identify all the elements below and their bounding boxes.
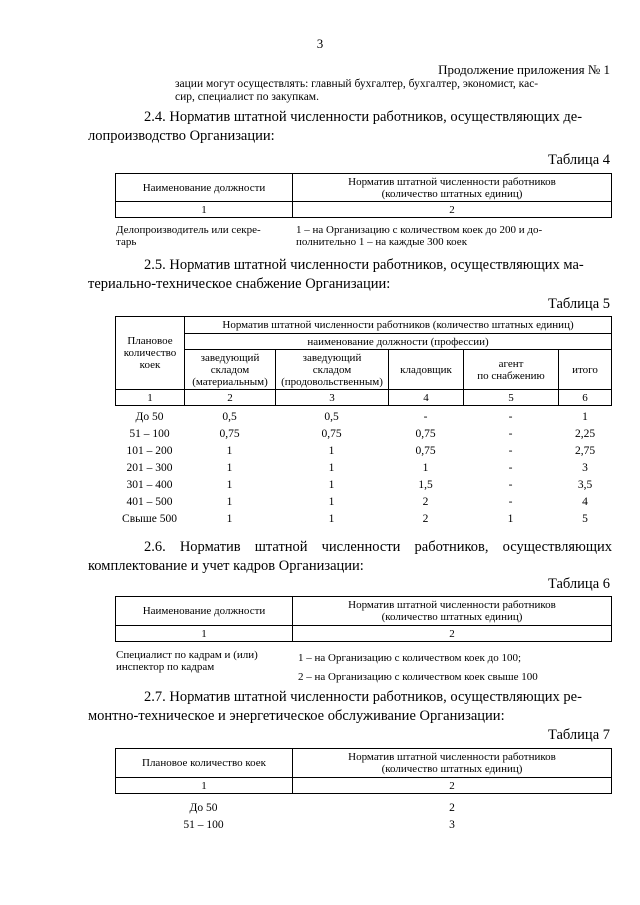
table-4-col2-header-line2: (количество штатных единиц)	[381, 187, 523, 200]
table-7	[115, 748, 612, 794]
table-row	[115, 459, 612, 476]
table-5-rowhead-line1: Плановое	[127, 335, 173, 347]
table-5-cell: 301 – 400	[126, 478, 173, 491]
table-6-col2-header-line1: Норматив штатной численности работников	[348, 599, 556, 611]
table-5-cell: 2,75	[574, 444, 596, 457]
table-7-colnum-2: 2	[293, 778, 612, 794]
section-2-4-heading-line: 2.4. Норматив штатной численности работников, осуществляющих де-	[144, 109, 583, 125]
table-5-colnum-2: 2	[185, 390, 276, 406]
table-5-col2-l2: складом	[210, 363, 250, 376]
table-4-norm-line1: 1 – на Организацию с количеством коек до 200 и до-	[296, 224, 543, 236]
table-5-colnum-3: 3	[276, 390, 389, 406]
table-row	[115, 493, 612, 510]
table-7-col2-header-line1: Норматив штатной численности работников	[348, 751, 556, 763]
table-5-cell: 0,75	[321, 427, 342, 440]
table-5-cell: 1	[226, 461, 233, 474]
table-5-cell: 101 – 200	[126, 444, 173, 457]
table-4-norm-line2: полнительно 1 – на каждые 300 коек	[296, 236, 468, 248]
table-5-col3-header	[276, 350, 389, 390]
table-5-col5-l2: по снабжению	[477, 369, 545, 382]
table-5-cell: 1	[226, 512, 233, 525]
table-5-col5-header	[464, 350, 559, 390]
section-2-7-heading	[88, 688, 612, 726]
table-7-col2-header	[293, 749, 612, 778]
table-4-col2-header-line1: Норматив штатной численности работников	[348, 175, 556, 188]
table-5-cell: 1	[226, 478, 233, 491]
table-5-cell: Свыше 500	[122, 512, 177, 525]
table-5-colnum-1: 1	[116, 390, 185, 406]
continued-text-line-2: сир, специалист по закупкам.	[175, 91, 319, 103]
table-7-col2-header-line2: (количество штатных единиц)	[381, 763, 523, 775]
table-6-position-line1: Специалист по кадрам и (или)	[116, 649, 258, 661]
table-5-cell: 2,25	[574, 427, 596, 440]
table-row	[115, 408, 612, 425]
table-6-colnum-1: 1	[116, 626, 293, 642]
table-5-cell: 0,75	[415, 444, 436, 457]
table-5-label: Таблица 5	[547, 296, 610, 312]
table-5-cell: 0,5	[222, 410, 237, 423]
table-5-col3-l1: заведующий	[302, 351, 362, 364]
table-5-col4-header: кладовщик	[389, 350, 464, 390]
continuation-header: Продолжение приложения № 1	[438, 62, 610, 77]
table-6-colnum-2: 2	[293, 626, 612, 642]
table-5-cell: 4	[582, 495, 588, 508]
table-7-cell: 3	[449, 818, 455, 831]
table-6-label: Таблица 6	[547, 576, 610, 592]
table-5-body	[115, 408, 612, 527]
table-5-cell: -	[508, 444, 513, 457]
table-4-norm	[296, 224, 612, 248]
table-5-cell: 3	[582, 461, 588, 474]
table-5-cell: 1	[226, 444, 233, 457]
table-row	[115, 476, 612, 493]
table-5-cell: 1,5	[418, 478, 433, 491]
section-2-7-heading-cont: монтно-техническое и энергетическое обслуживание Организации:	[88, 708, 505, 724]
table-5-rowhead-line3: коек	[139, 359, 161, 371]
table-5-cell: 1	[328, 461, 335, 474]
table-row	[115, 425, 612, 442]
section-2-5-heading-cont: териально-техническое снабжение Организации:	[88, 276, 391, 292]
table-5-col6-header: итого	[559, 350, 612, 390]
table-5-cell: -	[508, 478, 513, 491]
table-7-cell: 51 – 100	[183, 818, 224, 831]
table-7-cell: До 50	[189, 801, 218, 814]
table-4	[115, 173, 612, 218]
table-5-colnum-5: 5	[464, 390, 559, 406]
table-row	[115, 510, 612, 527]
table-row	[115, 816, 612, 833]
table-4-colnum-1: 1	[116, 202, 293, 218]
section-2-6-heading-cont: комплектование и учет кадров Организации:	[88, 558, 364, 574]
table-row	[115, 442, 612, 459]
table-6-col2-header-line2: (количество штатных единиц)	[381, 611, 523, 623]
table-4-label: Таблица 4	[547, 152, 610, 168]
table-5-colnum-6: 6	[559, 390, 612, 406]
table-5-cell: -	[508, 461, 513, 474]
table-5-rowhead	[116, 317, 185, 390]
section-2-4-heading	[88, 108, 612, 146]
table-5-col3-l2: складом	[312, 363, 352, 376]
table-5-cell: 1	[422, 461, 429, 474]
table-6-norm-line2: 2 – на Организацию с количеством коек свыше 100	[298, 671, 538, 683]
table-4-col2-header	[293, 174, 612, 202]
table-5-cell: 201 – 300	[126, 461, 173, 474]
continued-text	[175, 78, 615, 104]
table-5-cell: 3,5	[577, 478, 593, 491]
continued-text-line-1: зации могут осуществлять: главный бухгалтер, бухгалтер, экономист, кас-	[175, 78, 539, 90]
table-7-cell: 2	[449, 801, 455, 814]
table-5-rowhead-line2: количество	[123, 347, 177, 359]
table-5-cell: 1	[582, 410, 588, 423]
table-5-col2-header	[185, 350, 276, 390]
section-2-5-heading-line: 2.5. Норматив штатной численности работников, осуществляющих ма-	[144, 257, 584, 273]
table-5-cell: 0,75	[415, 427, 436, 440]
table-4-position	[116, 224, 288, 248]
table-6-norm	[298, 649, 612, 687]
table-5-top-header: Норматив штатной численности работников (количество штатных единиц)	[185, 317, 612, 334]
section-2-4-heading-cont: лопроизводство Организации:	[88, 128, 275, 144]
page-number: 3	[316, 36, 324, 51]
table-5-col3-l3: (продовольственным)	[281, 375, 383, 388]
table-6	[115, 596, 612, 642]
table-6-col1-header: Наименование должности	[116, 597, 293, 626]
table-5-cell: -	[423, 410, 428, 423]
table-5-cell: 2	[422, 495, 429, 508]
table-5-sub-header: наименование должности (профессии)	[185, 334, 612, 350]
table-7-colnum-1: 1	[116, 778, 293, 794]
table-5-cell: 5	[582, 512, 588, 525]
table-5-cell: -	[508, 427, 513, 440]
table-5-cell: 2	[422, 512, 429, 525]
section-2-6-heading	[88, 538, 612, 576]
table-5-cell: 1	[226, 495, 233, 508]
table-5-col5-l1: агент	[498, 357, 524, 370]
table-6-position	[116, 649, 294, 673]
table-5-cell: -	[508, 410, 513, 423]
table-4-colnum-2: 2	[293, 202, 612, 218]
table-5-colnum-4: 4	[389, 390, 464, 406]
table-7-label: Таблица 7	[547, 727, 610, 743]
table-5-cell: -	[508, 495, 513, 508]
table-5-cell: 1	[328, 495, 335, 508]
table-5-col2-l1: заведующий	[200, 351, 260, 364]
table-row	[115, 799, 612, 816]
table-5	[115, 316, 612, 406]
table-5-cell: 51 – 100	[129, 427, 170, 440]
table-5-cell: 1	[328, 478, 335, 491]
table-5-cell: 0,5	[324, 410, 339, 423]
section-2-7-heading-line: 2.7. Норматив штатной численности работников, осуществляющих ре-	[144, 689, 582, 705]
table-6-col2-header	[293, 597, 612, 626]
table-5-cell: 1	[328, 512, 335, 525]
table-4-position-line1: Делопроизводитель или секре-	[116, 224, 261, 236]
table-5-cell: 1	[328, 444, 335, 457]
table-7-col1-header: Плановое количество коек	[116, 749, 293, 778]
table-7-body	[115, 799, 612, 833]
table-5-col2-l3: (материальным)	[192, 375, 268, 388]
table-5-cell: 0,75	[219, 427, 240, 440]
table-4-position-line2: тарь	[116, 236, 137, 248]
table-5-cell: 1	[507, 512, 514, 525]
table-4-col1-header: Наименование должности	[116, 174, 293, 202]
table-6-norm-line1: 1 – на Организацию с количеством коек до 100;	[298, 652, 522, 664]
table-6-position-line2: инспектор по кадрам	[116, 661, 215, 673]
section-2-5-heading	[88, 256, 612, 294]
section-2-6-heading-line: 2.6. Норматив штатной численности работников, осуществляющих	[144, 539, 612, 555]
table-5-cell: 401 – 500	[126, 495, 173, 508]
table-5-cell: До 50	[135, 410, 164, 423]
